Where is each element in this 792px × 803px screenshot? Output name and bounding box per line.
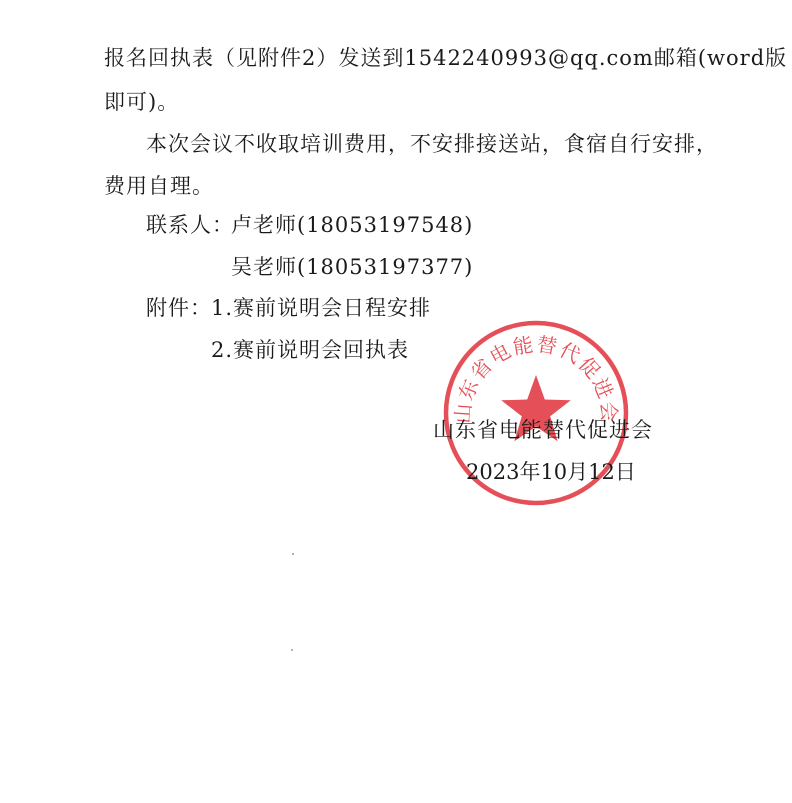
scan-speck xyxy=(291,649,293,651)
scan-speck xyxy=(292,553,294,555)
contact-second: 吴老师(18053197377) xyxy=(231,255,474,279)
contact-first: 卢老师(18053197548) xyxy=(231,213,474,237)
attachment-item: 2.赛前说明会回执表 xyxy=(211,338,410,362)
contact-label: 联系人： xyxy=(146,213,234,237)
paragraph-line: 费用自理。 xyxy=(104,174,214,198)
attachment-item: 1.赛前说明会日程安排 xyxy=(211,296,432,320)
seal-arc-text: 山东省电能替代促进会 xyxy=(450,331,622,425)
attachments-label: 附件： xyxy=(146,296,212,320)
paragraph-line: 本次会议不收取培训费用，不安排接送站，食宿自行安排， xyxy=(146,132,718,156)
signature-organization: 山东省电能替代促进会 xyxy=(433,418,653,442)
paragraph-line: 即可)。 xyxy=(104,90,180,114)
paragraph-line: 报名回执表（见附件2）发送到1542240993@qq.com邮箱(word版 xyxy=(104,46,788,70)
signature-date: 2023年10月12日 xyxy=(466,460,636,484)
